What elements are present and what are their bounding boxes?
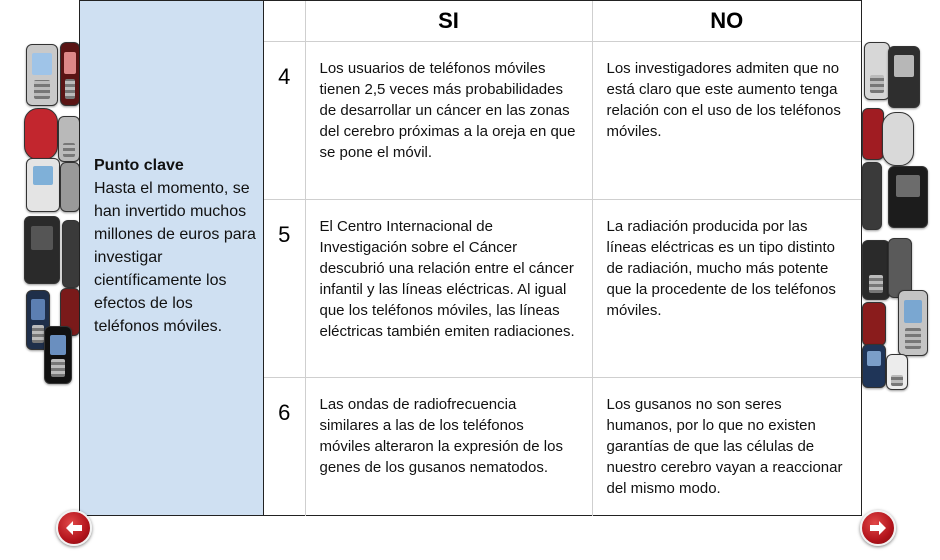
arrow-left-icon [64,520,84,536]
content-frame [79,0,862,516]
phone-image [24,108,58,160]
phone-image [862,108,884,160]
next-button[interactable] [860,510,896,546]
si-cell: Los usuarios de teléfonos móviles tienen 2,5 veces más probabilidades de desarrollar un cáncer en las zonas del cerebro próximas a la oreja en que se pone el móvil. [305,42,592,200]
phone-image [26,158,60,212]
si-no-table [264,1,861,516]
arrow-right-icon [868,520,888,536]
phones-collage-right [862,40,932,390]
key-point-text: Hasta el momento, se han invertido muchos millones de euros para investigar científicamente los efectos de los teléfonos móviles. [94,180,256,335]
key-point [94,154,256,338]
si-cell: Las ondas de radiofrecuencia similares a las de los teléfonos móviles alteraron la expresión de los genes de los gusanos nematodos. [305,378,592,516]
phones-collage-left [22,40,80,390]
row-number: 6 [264,378,305,516]
phone-image [886,354,908,390]
no-cell: Los investigadores admiten que no está claro que este aumento tenga relación con el uso de los teléfonos móviles. [592,42,861,200]
header-num [264,1,305,42]
table-row [264,200,861,378]
row-number: 4 [264,42,305,200]
table-row [264,378,861,516]
key-point-panel [80,1,264,515]
key-point-title: Punto clave [94,157,184,174]
no-cell: Los gusanos no son seres humanos, por lo que no existen garantías de que las células de nuestro cerebro vayan a reaccionar del mismo modo. [592,378,861,516]
phone-image [62,220,80,288]
phone-image [898,290,928,356]
phone-image [888,46,920,108]
no-cell: La radiación producida por las líneas eléctricas es un tipo distinto de radiación, mucho más potente que la procedente de los teléfonos móviles. [592,200,861,378]
phone-image [60,162,80,212]
phone-image [882,112,914,166]
phone-image [862,302,886,346]
table-row [264,42,861,200]
row-number: 5 [264,200,305,378]
header-si: SI [305,1,592,42]
si-cell: El Centro Internacional de Investigación sobre el Cáncer descubrió una relación entre el cáncer infantil y las líneas eléctricas. Al igual que los teléfonos móviles, las líneas eléctricas también emiten radiaciones. [305,200,592,378]
previous-button[interactable] [56,510,92,546]
phone-image [862,162,882,230]
table-header-row [264,1,861,42]
phone-image [864,42,890,100]
phone-image [26,44,58,106]
phone-image [888,166,928,228]
phone-image [888,238,912,298]
header-no: NO [592,1,861,42]
phone-image [24,216,60,284]
phone-image [58,116,80,162]
phone-image [862,344,886,388]
phone-image [862,240,890,300]
phone-image [60,42,80,106]
phone-image [44,326,72,384]
